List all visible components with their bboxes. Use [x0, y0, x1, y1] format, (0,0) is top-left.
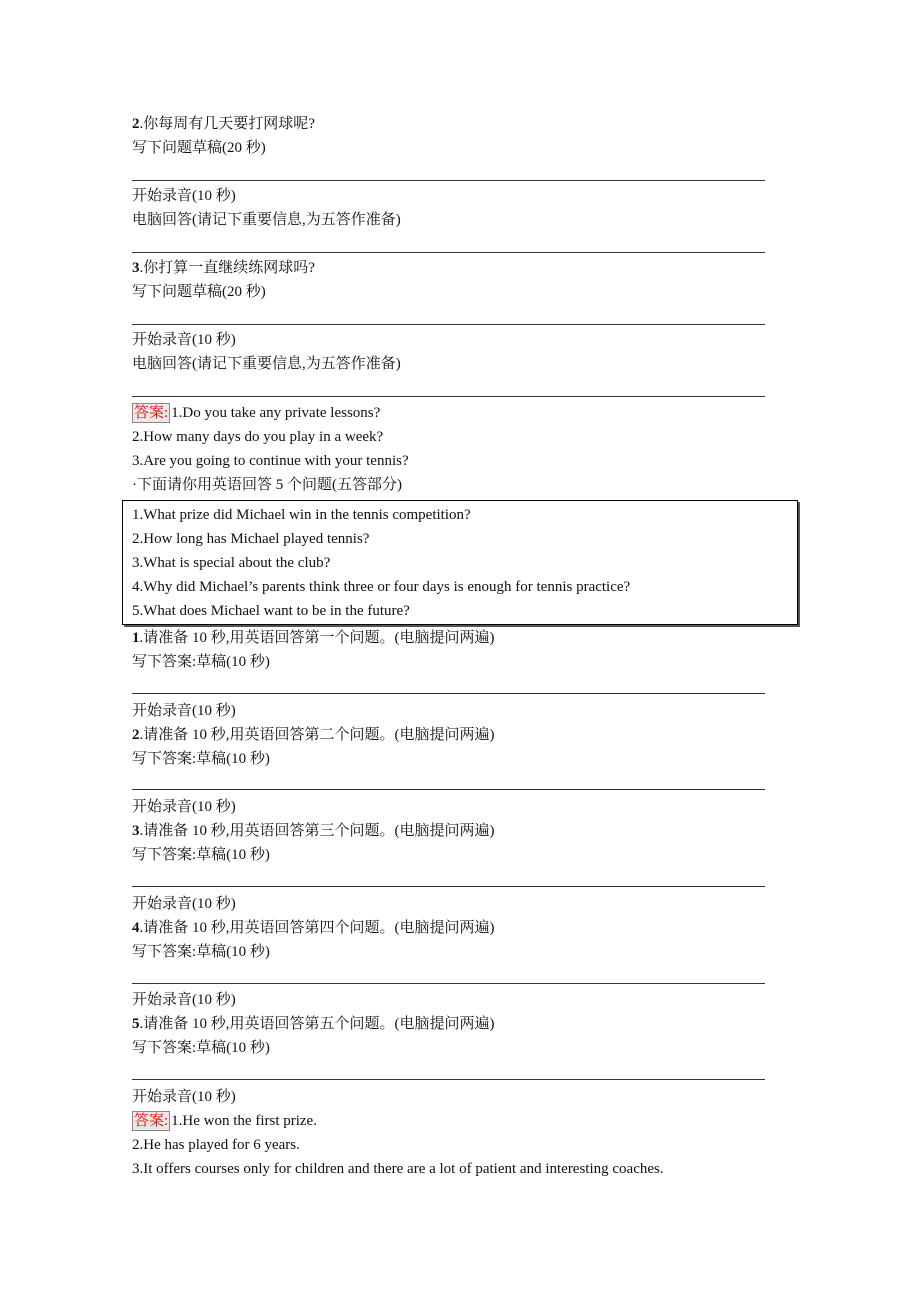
- draft-instruction: 写下问题草稿(20 秒): [132, 284, 266, 300]
- computer-answer-note: 电脑回答(请记下重要信息,为五答作准备): [132, 212, 401, 228]
- question-item: 4.Why did Michael’s parents think three or four days is enough for tennis practice?: [132, 579, 631, 595]
- prompt-4: 4.请准备 10 秒,用英语回答第四个问题。(电脑提问两遍): [132, 920, 495, 936]
- answer-line: [132, 180, 765, 181]
- answer-line: [132, 324, 765, 325]
- record-instruction: 开始录音(10 秒): [132, 992, 236, 1008]
- record-instruction: 开始录音(10 秒): [132, 703, 236, 719]
- draft-instruction: 写下答案:草稿(10 秒): [132, 654, 270, 670]
- answer-badge: 答案:: [134, 405, 169, 421]
- question-2-prompt: 2.你每周有几天要打网球呢?: [132, 116, 315, 132]
- prompt-3: 3.请准备 10 秒,用英语回答第三个问题。(电脑提问两遍): [132, 823, 495, 839]
- section-intro: ·下面请你用英语回答 5 个问题(五答部分): [132, 477, 402, 493]
- draft-instruction: 写下答案:草稿(10 秒): [132, 847, 270, 863]
- computer-answer-note: 电脑回答(请记下重要信息,为五答作准备): [132, 356, 401, 372]
- question-item: 5.What does Michael want to be in the future?: [132, 603, 410, 619]
- answer-line: [132, 693, 765, 694]
- record-instruction: 开始录音(10 秒): [132, 896, 236, 912]
- answer-line: [132, 396, 765, 397]
- prompt-5: 5.请准备 10 秒,用英语回答第五个问题。(电脑提问两遍): [132, 1016, 495, 1032]
- questions-box: [122, 500, 798, 625]
- answer-badge: 答案:: [134, 1113, 169, 1129]
- record-instruction: 开始录音(10 秒): [132, 1089, 236, 1105]
- answer-item: 3.Are you going to continue with your tennis?: [132, 453, 409, 469]
- record-instruction: 开始录音(10 秒): [132, 799, 236, 815]
- draft-instruction: 写下问题草稿(20 秒): [132, 140, 266, 156]
- answer-line: [132, 1079, 765, 1080]
- draft-instruction: 写下答案:草稿(10 秒): [132, 1040, 270, 1056]
- answer-line: [132, 983, 765, 984]
- answer-line: [132, 886, 765, 887]
- answer-item: 答案: 1.He won the first prize.: [134, 1113, 317, 1129]
- answer-line: [132, 252, 765, 253]
- record-instruction: 开始录音(10 秒): [132, 188, 236, 204]
- question-item: 1.What prize did Michael win in the tennis competition?: [132, 507, 471, 523]
- answer-item: 2.He has played for 6 years.: [132, 1137, 300, 1153]
- question-item: 3.What is special about the club?: [132, 555, 331, 571]
- draft-instruction: 写下答案:草稿(10 秒): [132, 751, 270, 767]
- prompt-1: 1.请准备 10 秒,用英语回答第一个问题。(电脑提问两遍): [132, 630, 495, 646]
- question-item: 2.How long has Michael played tennis?: [132, 531, 370, 547]
- answer-item: 2.How many days do you play in a week?: [132, 429, 384, 445]
- answer-item: 3.It offers courses only for children and there are a lot of patient and interesting coaches.: [132, 1161, 664, 1177]
- question-3-prompt: 3.你打算一直继续练网球吗?: [132, 260, 315, 276]
- draft-instruction: 写下答案:草稿(10 秒): [132, 944, 270, 960]
- answer-item: 答案: 1.Do you take any private lessons?: [134, 405, 381, 421]
- answer-line: [132, 789, 765, 790]
- record-instruction: 开始录音(10 秒): [132, 332, 236, 348]
- prompt-2: 2.请准备 10 秒,用英语回答第二个问题。(电脑提问两遍): [132, 727, 495, 743]
